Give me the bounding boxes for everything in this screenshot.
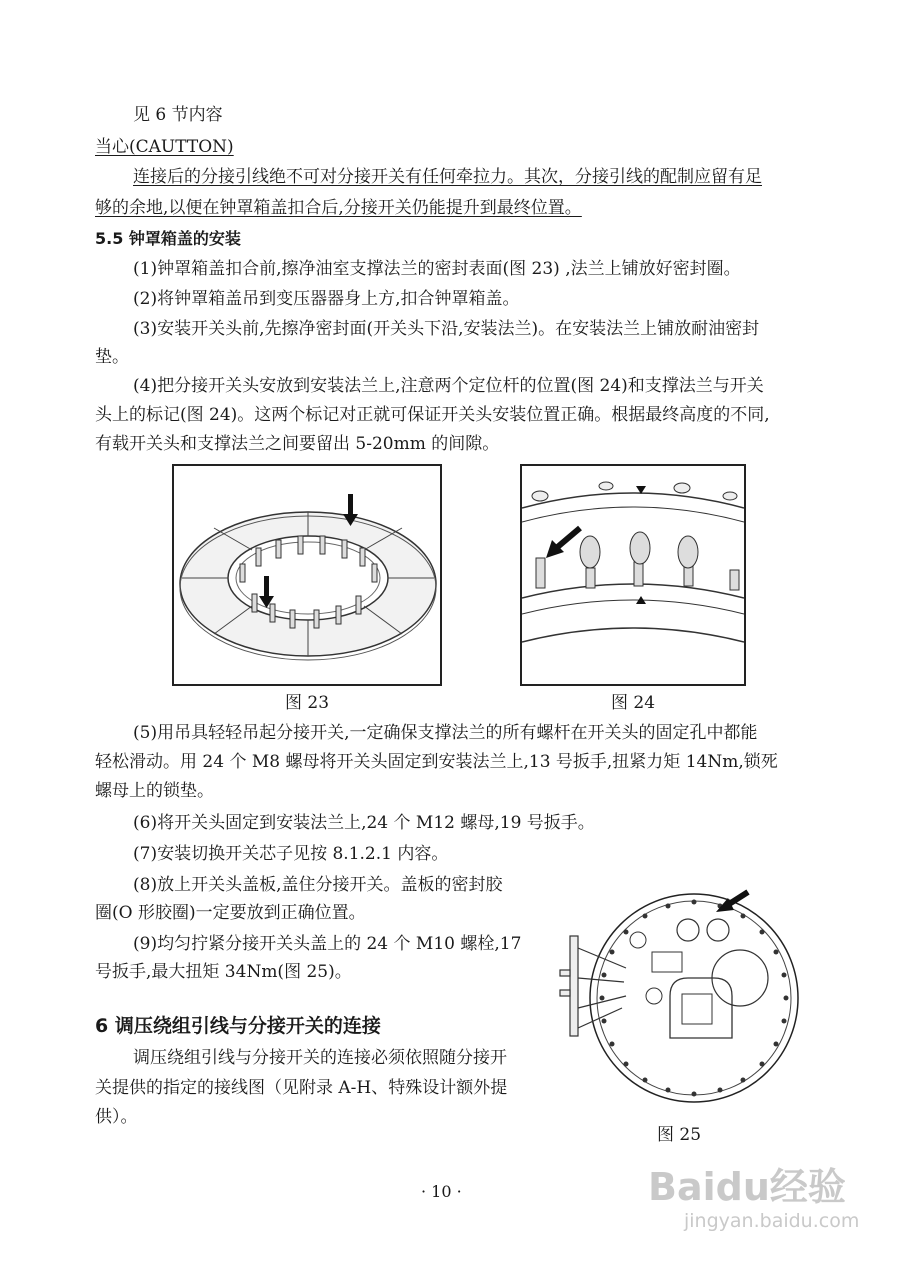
- step-1: (1)钟罩箱盖扣合前,擦净油室支撑法兰的密封表面(图 23) ,法兰上铺放好密封圈。: [133, 259, 741, 279]
- caution-title: 当心(CAUTTON): [95, 137, 234, 157]
- flange-drawing: [174, 466, 440, 684]
- figure-25-caption: 图 25: [657, 1125, 702, 1145]
- step-9-cont: 号扳手,最大扭矩 34Nm(图 25)。: [95, 962, 352, 982]
- step-6: (6)将开关头固定到安装法兰上,24 个 M12 螺母,19 号扳手。: [133, 813, 595, 833]
- section-reference: 见 6 节内容: [133, 105, 223, 125]
- watermark-logo: Baidu经验: [648, 1165, 846, 1209]
- step-7: (7)安装切换开关芯子见按 8.1.2.1 内容。: [133, 844, 449, 864]
- step-5-cont-1: 轻松滑动。用 24 个 M8 螺母将开关头固定到安装法兰上,13 号扳手,扭紧力矩 14Nm,锁死: [95, 752, 778, 772]
- section-6-line-1: 调压绕组引线与分接开关的连接必须依照随分接开: [133, 1048, 507, 1068]
- watermark-url: jingyan.baidu.com: [684, 1210, 860, 1232]
- section-6-heading: 6 调压绕组引线与分接开关的连接: [95, 1015, 381, 1037]
- step-3: (3)安装开关头前,先擦净密封面(开关头下沿,安装法兰)。在安装法兰上铺放耐油密封: [133, 319, 760, 339]
- step-2: (2)将钟罩箱盖吊到变压器器身上方,扣合钟罩箱盖。: [133, 289, 520, 309]
- step-4: (4)把分接开关头安放到安装法兰上,注意两个定位杆的位置(图 24)和支撑法兰与开关: [133, 376, 764, 396]
- step-4-cont-2: 有载开关头和支撑法兰之间要留出 5-20mm 的间隙。: [95, 434, 500, 454]
- caution-line-1: 连接后的分接引线绝不可对分接开关有任何牵拉力。其次，分接引线的配制应留有足: [133, 167, 762, 187]
- positioning-drawing: [522, 466, 744, 684]
- step-8: (8)放上开关头盖板,盖住分接开关。盖板的密封胶: [133, 875, 503, 895]
- step-5-cont-2: 螺母上的锁垫。: [95, 781, 214, 801]
- section-6-line-2: 关提供的指定的接线图（见附录 A-H、特殊设计额外提: [95, 1078, 508, 1098]
- step-9: (9)均匀拧紧分接开关头盖上的 24 个 M10 螺栓,17: [133, 934, 522, 954]
- section-6-line-3: 供）。: [95, 1107, 138, 1127]
- step-3-cont: 垫。: [95, 347, 129, 367]
- section-5-5-heading: 5.5 钟罩箱盖的安装: [95, 229, 241, 248]
- page-number: · 10 ·: [421, 1182, 462, 1201]
- figure-23-caption: 图 23: [285, 693, 330, 713]
- step-4-cont-1: 头上的标记(图 24)。这两个标记对正就可保证开关头安装位置正确。根据最终高度的不同,: [95, 405, 770, 425]
- caution-line-2: 够的余地,以便在钟罩箱盖扣合后,分接开关仍能提升到最终位置。: [95, 198, 582, 218]
- figure-25-head-cover: [560, 878, 820, 1118]
- step-8-cont: 圈(O 形胶圈)一定要放到正确位置。: [95, 903, 366, 923]
- figure-24-positioning-rods: [520, 464, 746, 686]
- figure-23-support-flange: [172, 464, 442, 686]
- step-5: (5)用吊具轻轻吊起分接开关,一定确保支撑法兰的所有螺杆在开关头的固定孔中都能: [133, 723, 758, 743]
- figure-24-caption: 图 24: [611, 693, 656, 713]
- arrow-icon: [546, 528, 580, 558]
